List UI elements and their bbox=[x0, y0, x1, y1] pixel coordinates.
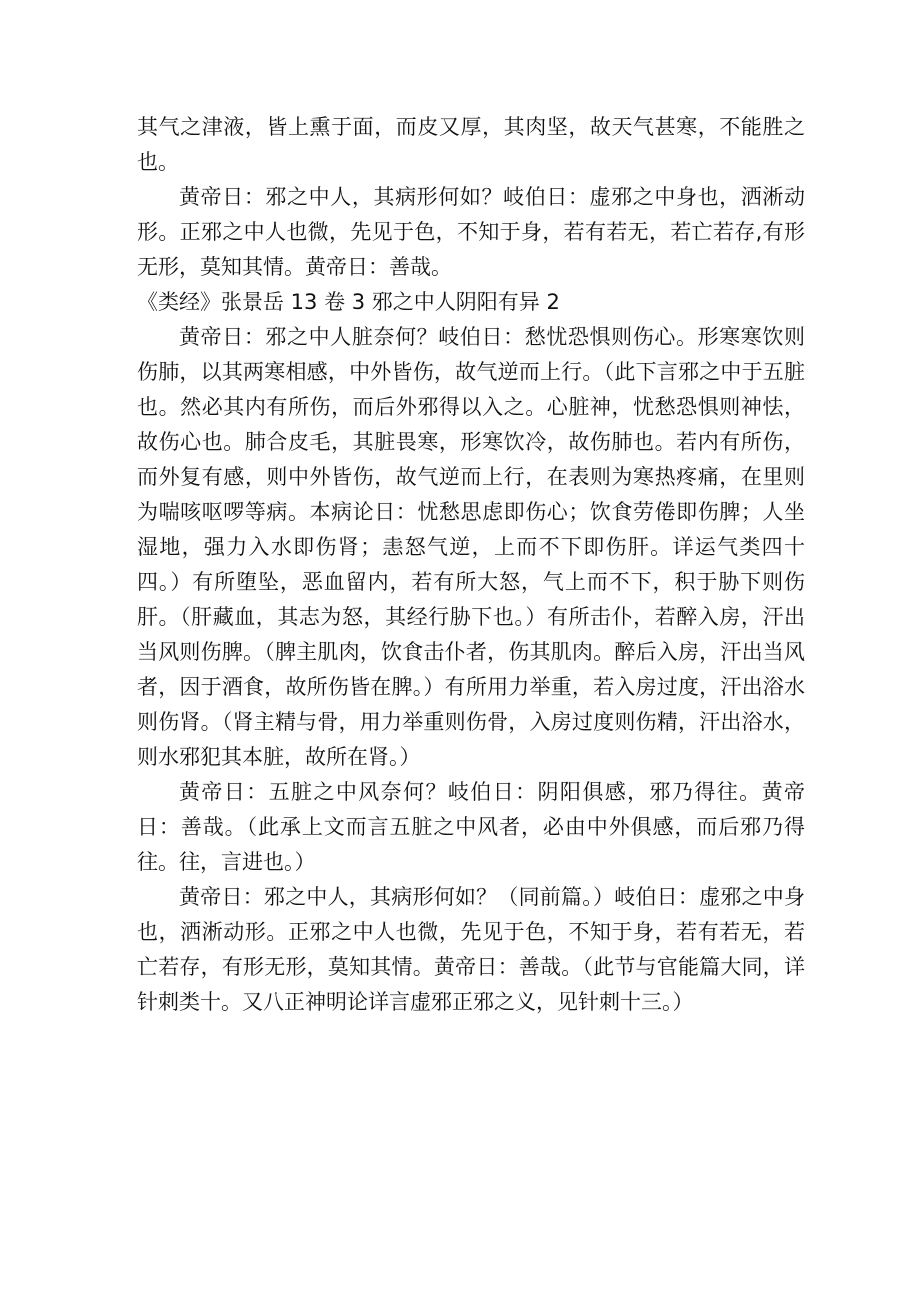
paragraph-five-organs: 黄帝日：邪之中人脏奈何？岐伯日：愁忧恐惧则伤心。形寒寒饮则伤肺，以其两寒相感，中外皆伤，故气逆而上行。（此下言邪之中于五脏也。然必其内有所伤，而后外邪得以入之。心脏神，忧愁恐惧则神怯，故伤心也。肺合皮毛，其脏畏寒，形寒饮冷，故伤肺也。若内有所伤，而外复有感，则中外皆伤，故气逆而上行，在表则为寒热疼痛，在里则为喘咳呕啰等病。本病论日：忧愁思虑即伤心；饮食劳倦即伤脾；人坐湿地，强力入水即伤肾；恚怒气逆，上而不下即伤肝。详运气类四十四。）有所堕坠，恶血留内，若有所大怒，气上而不下，积于胁下则伤肝。（肝藏血，其志为怒，其经行胁下也。）有所击仆，若醉入房，汗出当风则伤脾。（脾主肌肉，饮食击仆者，伤其肌肉。醉后入房，汗出当风者，因于酒食，故所伤皆在脾。）有所用力举重，若入房过度，汗出浴水则伤肾。（肾主精与骨，用力举重则伤骨，入房过度则伤精，汗出浴水，则水邪犯其本脏，故所在肾。） bbox=[137, 325, 805, 769]
section-heading: 《类经》张景岳 13 卷 3 邪之中人阴阳有异 2 bbox=[137, 290, 560, 314]
document-body bbox=[137, 110, 805, 1020]
paragraph-huangdi-question-2: 黄帝日：邪之中人，其病形何如？（同前篇。）岐伯日：虚邪之中身也，洒淅动形。正邪之中人也微，先见于色，不知于身，若有若无，若亡若存，有形无形，莫知其情。黄帝日：善哉。（此节与官能篇大同，详针刺类十。又八正神明论详言虚邪正邪之义，见针刺十三。） bbox=[137, 885, 805, 1014]
paragraph-wind-stroke: 黄帝日：五脏之中风奈何？岐伯日：阴阳俱感，邪乃得往。黄帝日：善哉。（此承上文而言五脏之中风者，必由中外俱感，而后邪乃得往。往，言进也。） bbox=[137, 780, 805, 874]
paragraph-continuation: 其气之津液，皆上熏于面，而皮又厚，其肉坚，故天气甚寒，不能胜之也。 bbox=[137, 115, 805, 174]
paragraph-huangdi-question-1: 黄帝日：邪之中人，其病形何如？岐伯日：虚邪之中身也，洒淅动形。正邪之中人也微，先见于色，不知于身，若有若无，若亡若存,有形无形，莫知其情。黄帝日：善哉。 bbox=[137, 185, 805, 279]
